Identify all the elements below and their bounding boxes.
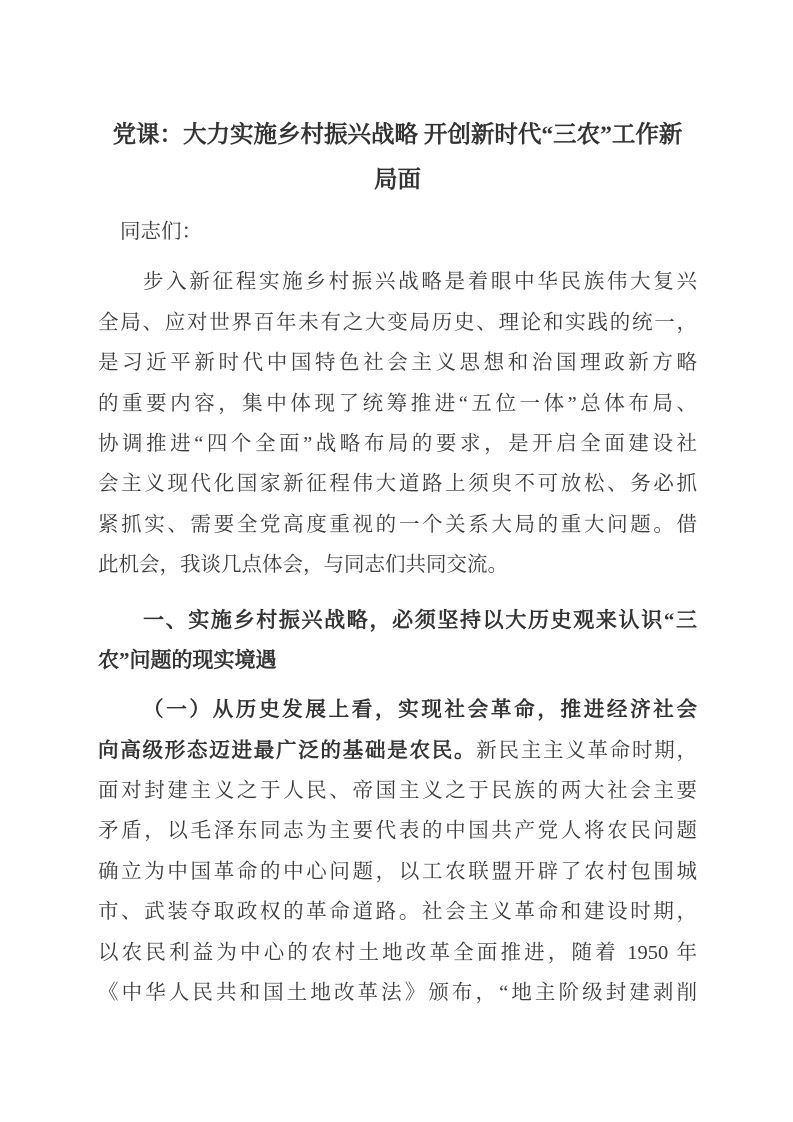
text-line bbox=[98, 600, 697, 640]
paragraph-block bbox=[98, 262, 697, 585]
text-run: 的重要内容，集中体现了统筹推进“五位一体”总体布局、 bbox=[98, 392, 697, 415]
text-line bbox=[98, 384, 697, 424]
text-run: 是习近平新时代中国特色社会主义思想和治国理政新方略 bbox=[98, 352, 697, 375]
document-title-line bbox=[98, 113, 697, 158]
text-line bbox=[98, 343, 697, 383]
text-run: 此机会，我谈几点体会，与同志们共同交流。 bbox=[98, 554, 508, 577]
text-line bbox=[98, 973, 697, 1013]
text-line bbox=[98, 464, 697, 504]
text-run: 确立为中国革命的中心问题，以工农联盟开辟了农村包围城 bbox=[98, 860, 697, 883]
text-run: 会主义现代化国家新征程伟大道路上须臾不可放松、务必抓 bbox=[98, 473, 697, 496]
text-run: 矛盾，以毛泽东同志为主要代表的中国共产党人将农民问题 bbox=[98, 820, 697, 843]
text-line bbox=[98, 892, 697, 932]
text-run: 新民主主义革命时期， bbox=[476, 739, 697, 762]
text-line bbox=[98, 424, 697, 464]
text-line bbox=[98, 933, 697, 973]
text-run: （一）从历史发展上看，实现社会革命，推进经济社会 bbox=[143, 699, 697, 722]
text-run: 党课：大力实施乡村振兴战略 开创新时代“三农”工作新 bbox=[112, 122, 683, 148]
salutation-block bbox=[98, 212, 697, 252]
text-line bbox=[98, 771, 697, 811]
document-title-line bbox=[98, 158, 697, 203]
text-line bbox=[98, 545, 697, 585]
document-title bbox=[98, 113, 697, 203]
text-run: 全局、应对世界百年未有之大变局历史、理论和实践的统一， bbox=[98, 311, 697, 334]
text-run: 向高级形态迈进最广泛的基础是农民。 bbox=[98, 739, 477, 762]
text-run: 局面 bbox=[374, 167, 421, 193]
text-run: 农”问题的现实境遇 bbox=[98, 647, 277, 672]
heading-block bbox=[98, 600, 697, 681]
text-run: 以农民利益为中心的农村土地改革全面推进，随着 1950 年 bbox=[98, 941, 697, 964]
text-line bbox=[98, 212, 697, 252]
paragraph-block bbox=[98, 690, 697, 1013]
text-line bbox=[98, 262, 697, 302]
text-line bbox=[98, 690, 697, 730]
text-run: 协调推进“四个全面”战略布局的要求，是开启全面建设社 bbox=[98, 432, 697, 455]
text-line bbox=[98, 811, 697, 851]
text-run: 《中华人民共和国土地改革法》颁布，“地主阶级封建剥削 bbox=[98, 982, 697, 1005]
text-run: 紧抓实、需要全党高度重视的一个关系大局的重大问题。借 bbox=[98, 513, 697, 536]
text-line bbox=[98, 640, 697, 680]
text-run: 同志们： bbox=[120, 221, 202, 243]
text-run: 市、武装夺取政权的革命道路。社会主义革命和建设时期， bbox=[98, 901, 697, 924]
text-line bbox=[98, 303, 697, 343]
text-run: 面对封建主义之于人民、帝国主义之于民族的两大社会主要 bbox=[98, 780, 697, 803]
text-line bbox=[98, 852, 697, 892]
text-line bbox=[98, 505, 697, 545]
text-run: 步入新征程实施乡村振兴战略是着眼中华民族伟大复兴 bbox=[143, 271, 697, 294]
text-run: 一、实施乡村振兴战略，必须坚持以大历史观来认识“三 bbox=[143, 607, 697, 632]
text-line bbox=[98, 731, 697, 771]
